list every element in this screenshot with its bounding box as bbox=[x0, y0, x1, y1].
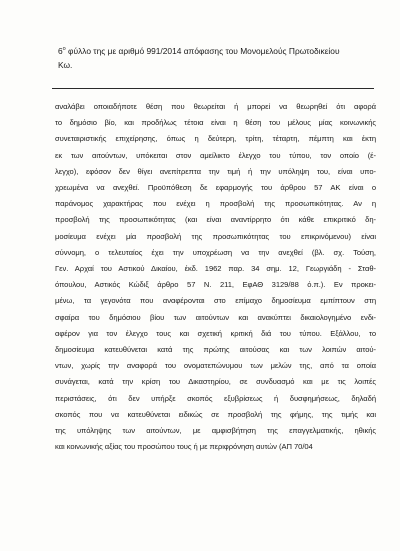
body-line: χρεωμένα να ανεχθεί. Προϋπόθεση δε εφαρμογής του άρθρου 57 ΑΚ είναι ο bbox=[55, 183, 376, 193]
sheet-number-suffix: ο bbox=[62, 46, 66, 52]
body-line: δημοσίευμα κατευθύνεται κατά της πρώτης αιτούσας και των λοιπών αιτού- bbox=[55, 345, 376, 355]
body-line: όπουλου, Αστικός Κώδιξ άρθρο 57 Ν. 211, ΕφΑΘ 3129/88 ό.π.). Εν προκει- bbox=[55, 280, 376, 290]
body-line: ντων, χωρίς την αναφορά του ονοματεπώνυμου των μελών της, από τα οποία bbox=[55, 361, 376, 371]
body-line: μένω, τα γεγονότα που αναφέρονται στο επίμαχο δημοσίευμα εμπίπτουν στη bbox=[55, 296, 376, 306]
body-line: περιστάσεις, ότι δεν υπήρξε σκοπός εξυβρίσεως ή δυσφημήσεως, δηλαδή bbox=[55, 393, 376, 403]
body-line: προσβολή της προσωπικότητας (και είναι αναντίρρητο ότι κάθε επικριτικό δη- bbox=[55, 215, 376, 225]
body-line: σκοπός που να κατευθύνεται ειδικώς σε προσβολή της φήμης, της τιμής και bbox=[55, 409, 376, 419]
body-line: συνάγεται, κατά την κρίση του Δικαστηρίου, σε συνδυασμό και με τις λοιπές bbox=[55, 377, 376, 387]
body-line: αφέρον για τον έλεγχο τους και σχετική κριτική διά του τύπου. Εξάλλου, το bbox=[55, 328, 376, 338]
page-header bbox=[58, 42, 376, 72]
body-line: συνεταιριστικής επιχείρησης, όπως η δεύτερη, τρίτη, τέταρτη, πέμπτη και έκτη bbox=[55, 134, 376, 144]
header-divider bbox=[52, 88, 374, 89]
sheet-number: 6 bbox=[58, 45, 63, 56]
body-line: σφαίρα του δημόσιου βίου των αιτούντων και ανακύπτει δικαιολογημένο ενδι- bbox=[55, 312, 376, 322]
body-text bbox=[55, 99, 376, 455]
header-text-line2: Κω. bbox=[58, 59, 73, 70]
body-line: και κοινωνικής αξίας του προσώπου τους ή με περιφρόνηση αυτών (ΑΠ 70/04 bbox=[55, 442, 313, 452]
body-line: αναλάβει οποιαδήποτε θέση που θεωρείται ή μπορεί να θεωρηθεί ότι αφορά bbox=[55, 102, 376, 111]
body-line: μοσίευμα ενέχει μία προσβολή της προσωπικότητας του επικρινόμενου) είναι bbox=[55, 231, 376, 241]
body-line: εκ των αιτούντων, υπόκειται στον αμείλικτο έλεγχο του τύπου, τον οποίο (έ- bbox=[55, 150, 376, 160]
header-text: φύλλο της με αριθμό 991/2014 απόφασης του Μονομελούς Πρωτοδικείου bbox=[65, 45, 340, 56]
body-line: το δημόσιο βίο, και προδήλως τέτοια είναι η θέση του μέλους μίας κοινωνικής bbox=[55, 118, 376, 128]
body-line: της υπόληψης των αιτούντων, με αμφισβήτηση της επαγγελματικής, ηθικής bbox=[55, 426, 376, 436]
body-line: λεγχο), εφόσον δεν θίγει ανεπίτρεπτα την τιμή ή την υπόληψη του, είναι υπο- bbox=[55, 166, 376, 176]
body-line: Γεν. Αρχαί του Αστικού Δικαίου, έκδ. 1962 παρ. 34 σημ. 12, Γεωργιάδη - Σταθ- bbox=[55, 264, 376, 274]
body-line: σύννομη, ο τελευταίος έχει την υποχρέωση να την ανεχθεί (βλ. σχ. Τούση, bbox=[55, 247, 376, 257]
body-line: παράνομος χαρακτήρας που ενέχει η προσβολή της προσωπικότητας. Αν η bbox=[55, 199, 376, 209]
